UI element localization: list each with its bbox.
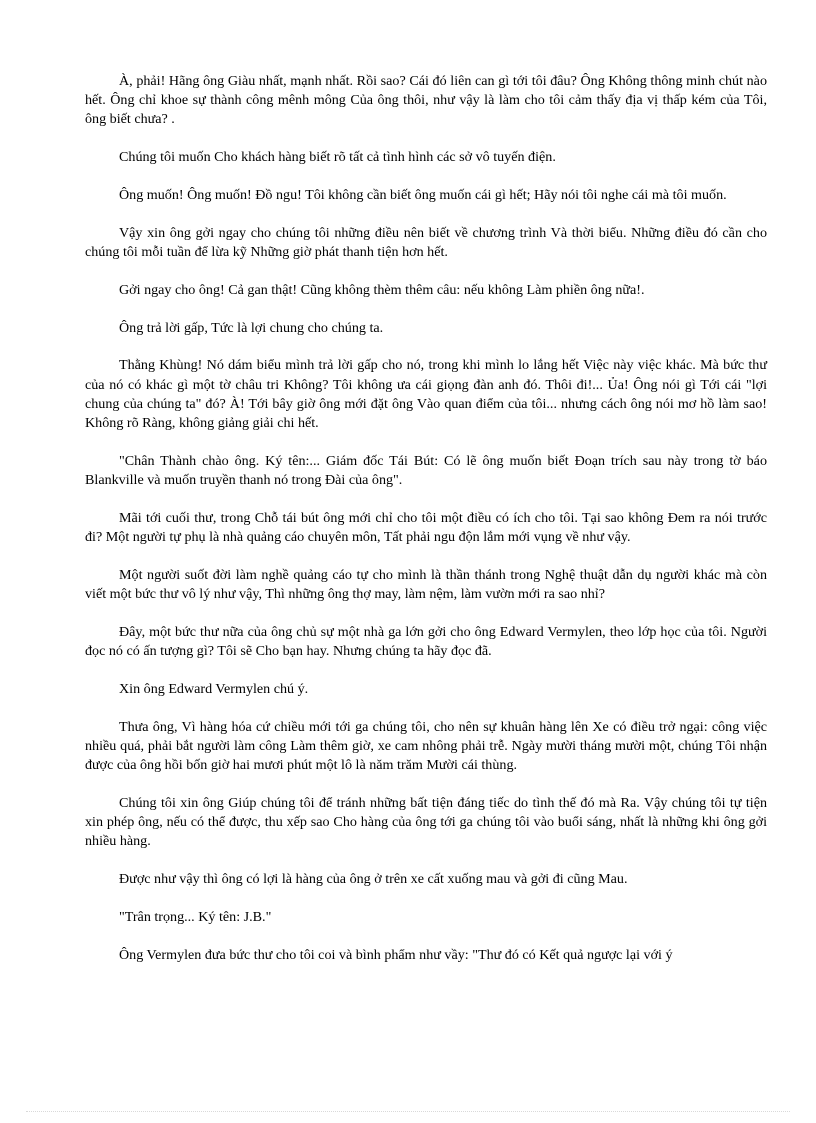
paragraph: Thưa ông, Vì hàng hóa cứ chiều mới tới ga chúng tôi, cho nên sự khuân hàng lên Xe có điều trở ngại: công việc nhiều quá, phải bắt người làm công Làm thêm giờ, xe cam nhông phải trễ. Ngày mười tháng mười một, chúng Tôi nhận được của ông hồi bốn giờ hai mươi phút một lô là năm trăm Mười cái thùng.	[85, 718, 767, 773]
paragraph: Vậy xin ông gởi ngay cho chúng tôi những điều nên biết về chương trình Và thời biểu. Những điều đó cần cho chúng tôi mỗi tuần để lừa kỹ Những giờ phát thanh tiện hơn hết.	[85, 224, 767, 260]
paragraph: Xin ông Edward Vermylen chú ý.	[119, 680, 309, 697]
page-bottom-divider	[26, 1111, 790, 1112]
paragraph: Ông trả lời gấp, Tức là lợi chung cho chúng ta.	[119, 319, 384, 336]
paragraph: Thằng Khùng! Nó dám biểu mình trả lời gấp cho nó, trong khi mình lo lắng hết Việc này việc khác. Mà bức thư của nó có khác gì một tờ châu tri Không? Tôi không ưa cái giọng đàn anh đó. Thôi đi!... Ủa! Ông nói gì Tới cái "lợi chung của chúng ta" đó? À! Tới bây giờ ông mới đặt ông Vào quan điểm của tôi... nhưng cách ông nói mơ hồ làm sao! Không rõ Ràng, không giảng giải chi hết.	[85, 357, 767, 431]
paragraph: Một người suốt đời làm nghề quảng cáo tự cho mình là thần thánh trong Nghệ thuật dẫn dụ người khác mà còn viết một bức thư vô lý như vậy, Thì những ông thợ may, làm nệm, làm vườn mới ra sao nhỉ?	[85, 566, 767, 602]
paragraph: Ông muốn! Ông muốn! Đồ ngu! Tôi không cần biết ông muốn cái gì hết; Hãy nói tôi nghe cái mà tôi muốn.	[119, 187, 727, 203]
paragraph: Mãi tới cuối thư, trong Chỗ tái bút ông mới chỉ cho tôi một điều có ích cho tôi. Tại sao không Đem ra nói trước đi? Một người tự phụ là nhà quảng cáo chuyên môn, Tất phải ngu độn lắm mới vụng về như vậy.	[85, 509, 767, 545]
paragraph: Ông Vermylen đưa bức thư cho tôi coi và bình phẩm như vầy: "Thư đó có Kết quả ngược lại với ý	[119, 946, 673, 963]
paragraph: "Chân Thành chào ông. Ký tên:... Giám đốc Tái Bút: Có lẽ ông muốn biết Đoạn trích sau này trong tờ báo Blankville và muốn truyền thanh nó trong Đài của ông".	[85, 452, 767, 488]
paragraph: À, phải! Hãng ông Giàu nhất, mạnh nhất. Rồi sao? Cái đó liên can gì tới tôi đâu? Ông Không thông minh chút nào hết. Ông chỉ khoe sự thành công mênh mông Của ông thôi, như vậy là làm cho tôi cảm thấy địa vị thấp kém của Tôi, ông biết chưa? .	[85, 73, 767, 128]
paragraph: Chúng tôi xin ông Giúp chúng tôi để tránh những bất tiện đáng tiếc do tình thế đó mà Ra. Vậy chúng tôi tự tiện xin phép ông, nếu có thể được, thu xếp sao Cho hàng của ông tới ga chúng tôi vào buổi sáng, nhất là những khi ông gởi nhiều hàng.	[85, 794, 767, 850]
paragraph: Chúng tôi muốn Cho khách hàng biết rõ tất cả tình hình các sở vô tuyến điện.	[119, 149, 556, 166]
document-body	[85, 72, 767, 983]
paragraph: Đây, một bức thư nữa của ông chủ sự một nhà ga lớn gởi cho ông Edward Vermylen, theo lớp học của tôi. Người đọc nó có ấn tượng gì? Tôi sẽ Cho bạn hay. Nhưng chúng ta hãy đọc đã.	[85, 623, 767, 659]
paragraph: Được như vậy thì ông có lợi là hàng của ông ở trên xe cất xuống mau và gởi đi cũng Mau.	[119, 871, 628, 887]
paragraph: "Trân trọng... Ký tên: J.B."	[119, 908, 272, 925]
paragraph: Gởi ngay cho ông! Cả gan thật! Cũng không thèm thêm câu: nếu không Làm phiền ông nữa!.	[119, 281, 645, 298]
